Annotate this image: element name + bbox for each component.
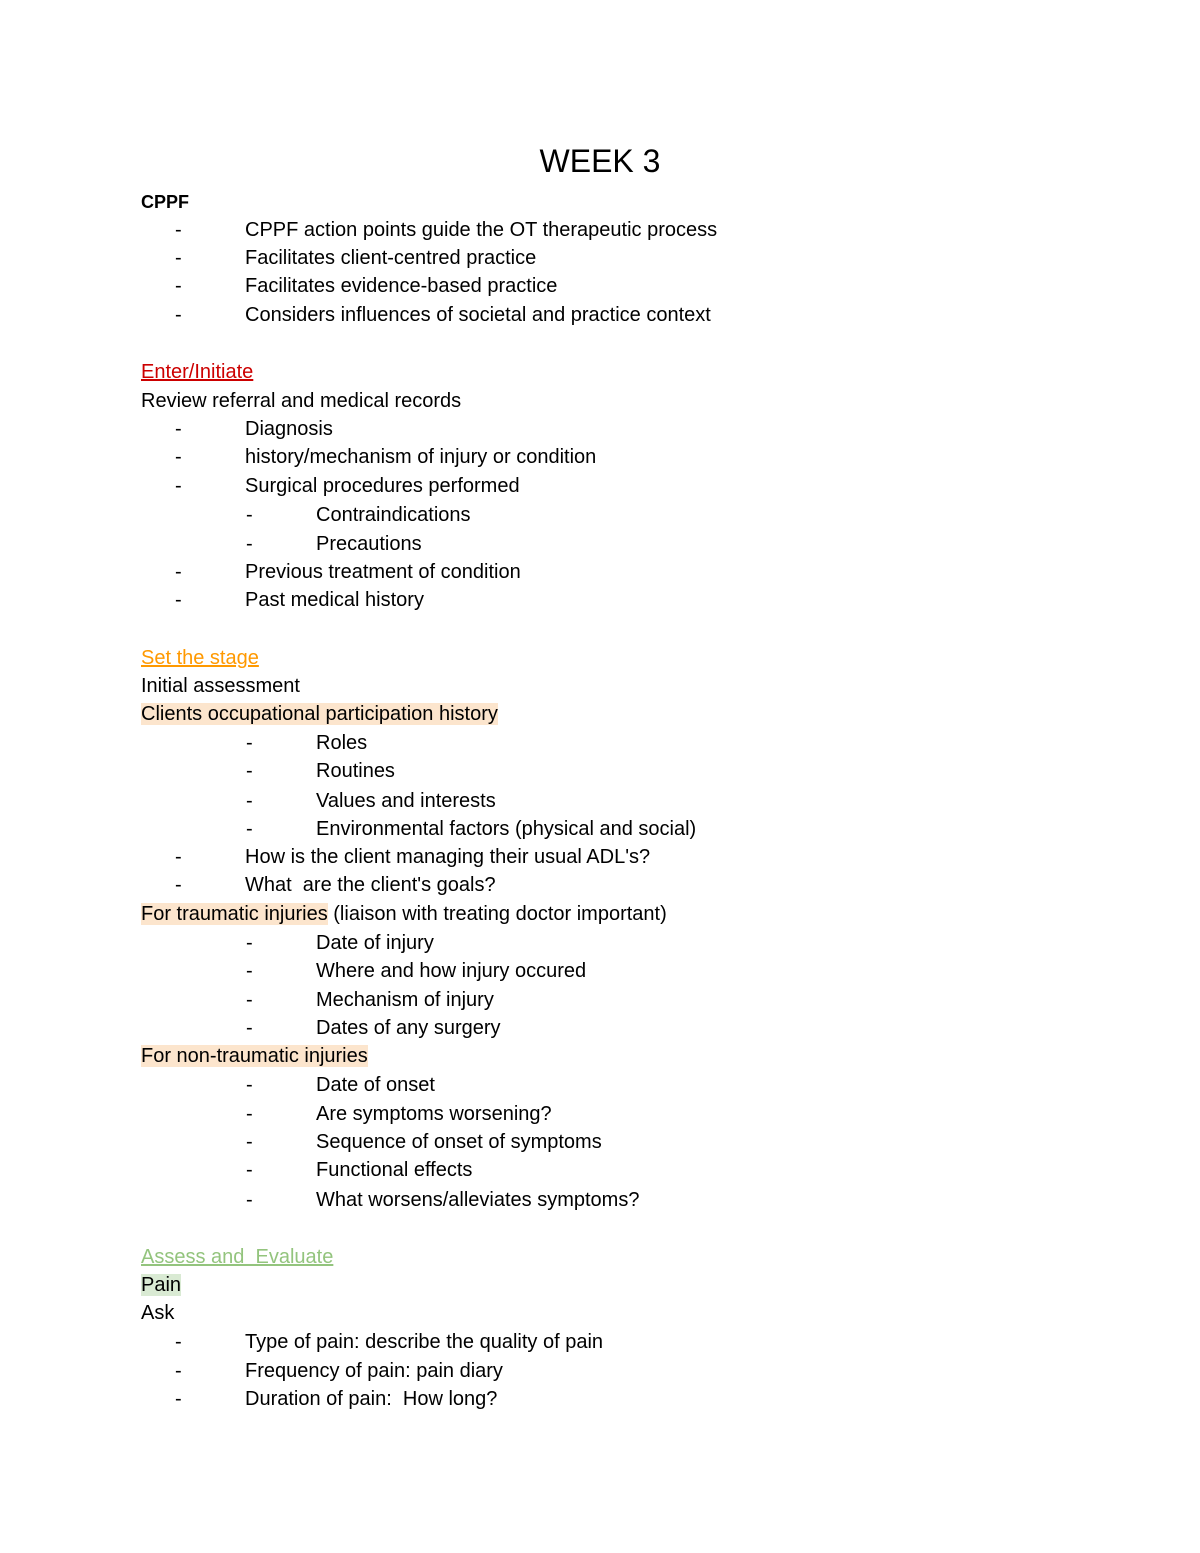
pain-heading: Pain — [141, 1274, 182, 1296]
stage-intro: Initial assessment — [141, 675, 300, 697]
sub-list-item: - Roles — [246, 732, 368, 754]
list-item: - Duration of pain: How long? — [175, 1388, 498, 1410]
non-traumatic-heading: For non-traumatic injuries — [141, 1045, 368, 1067]
page-title: WEEK 3 — [539, 143, 661, 179]
sub-list-item: - Contraindications — [246, 504, 471, 526]
list-item: - history/mechanism of injury or condition — [175, 446, 597, 468]
list-item: - Frequency of pain: pain diary — [175, 1360, 503, 1382]
list-item: - CPPF action points guide the OT therapeutic process — [175, 219, 718, 241]
enter-initiate-heading: Enter/Initiate — [141, 361, 254, 383]
sub-list-item: - Mechanism of injury — [246, 989, 494, 1011]
list-item: - Facilitates client-centred practice — [175, 247, 537, 269]
list-item: - Facilitates evidence-based practice — [175, 275, 558, 297]
list-item: - What are the client's goals? — [175, 874, 496, 896]
sub-list-item: - Values and interests — [246, 790, 496, 812]
list-item: - How is the client managing their usual ADL's? — [175, 846, 651, 868]
participation-heading: Clients occupational participation history — [141, 703, 498, 725]
traumatic-heading: For traumatic injuries (liaison with treating doctor important) — [141, 903, 667, 925]
sub-list-item: - Functional effects — [246, 1159, 473, 1181]
ask-label: Ask — [141, 1302, 175, 1324]
enter-intro: Review referral and medical records — [141, 390, 462, 412]
list-item: - Diagnosis — [175, 418, 333, 440]
sub-list-item: - Sequence of onset of symptoms — [246, 1131, 602, 1153]
list-item: - Considers influences of societal and practice context — [175, 304, 711, 326]
list-item: - Type of pain: describe the quality of pain — [175, 1331, 604, 1353]
sub-list-item: - Date of onset — [246, 1074, 435, 1096]
sub-list-item: - What worsens/alleviates symptoms? — [246, 1189, 640, 1211]
sub-list-item: - Are symptoms worsening? — [246, 1103, 552, 1125]
sub-list-item: - Environmental factors (physical and social) — [246, 818, 697, 840]
sub-list-item: - Routines — [246, 760, 395, 782]
cppf-heading: CPPF — [141, 192, 190, 212]
sub-list-item: - Date of injury — [246, 932, 434, 954]
list-item: - Previous treatment of condition — [175, 561, 521, 583]
sub-list-item: - Where and how injury occured — [246, 960, 587, 982]
assess-evaluate-heading: Assess and Evaluate — [141, 1246, 334, 1268]
list-item: - Surgical procedures performed — [175, 475, 520, 497]
list-item: - Past medical history — [175, 589, 424, 611]
sub-list-item: - Precautions — [246, 533, 422, 555]
set-the-stage-heading: Set the stage — [141, 647, 259, 669]
sub-list-item: - Dates of any surgery — [246, 1017, 501, 1039]
